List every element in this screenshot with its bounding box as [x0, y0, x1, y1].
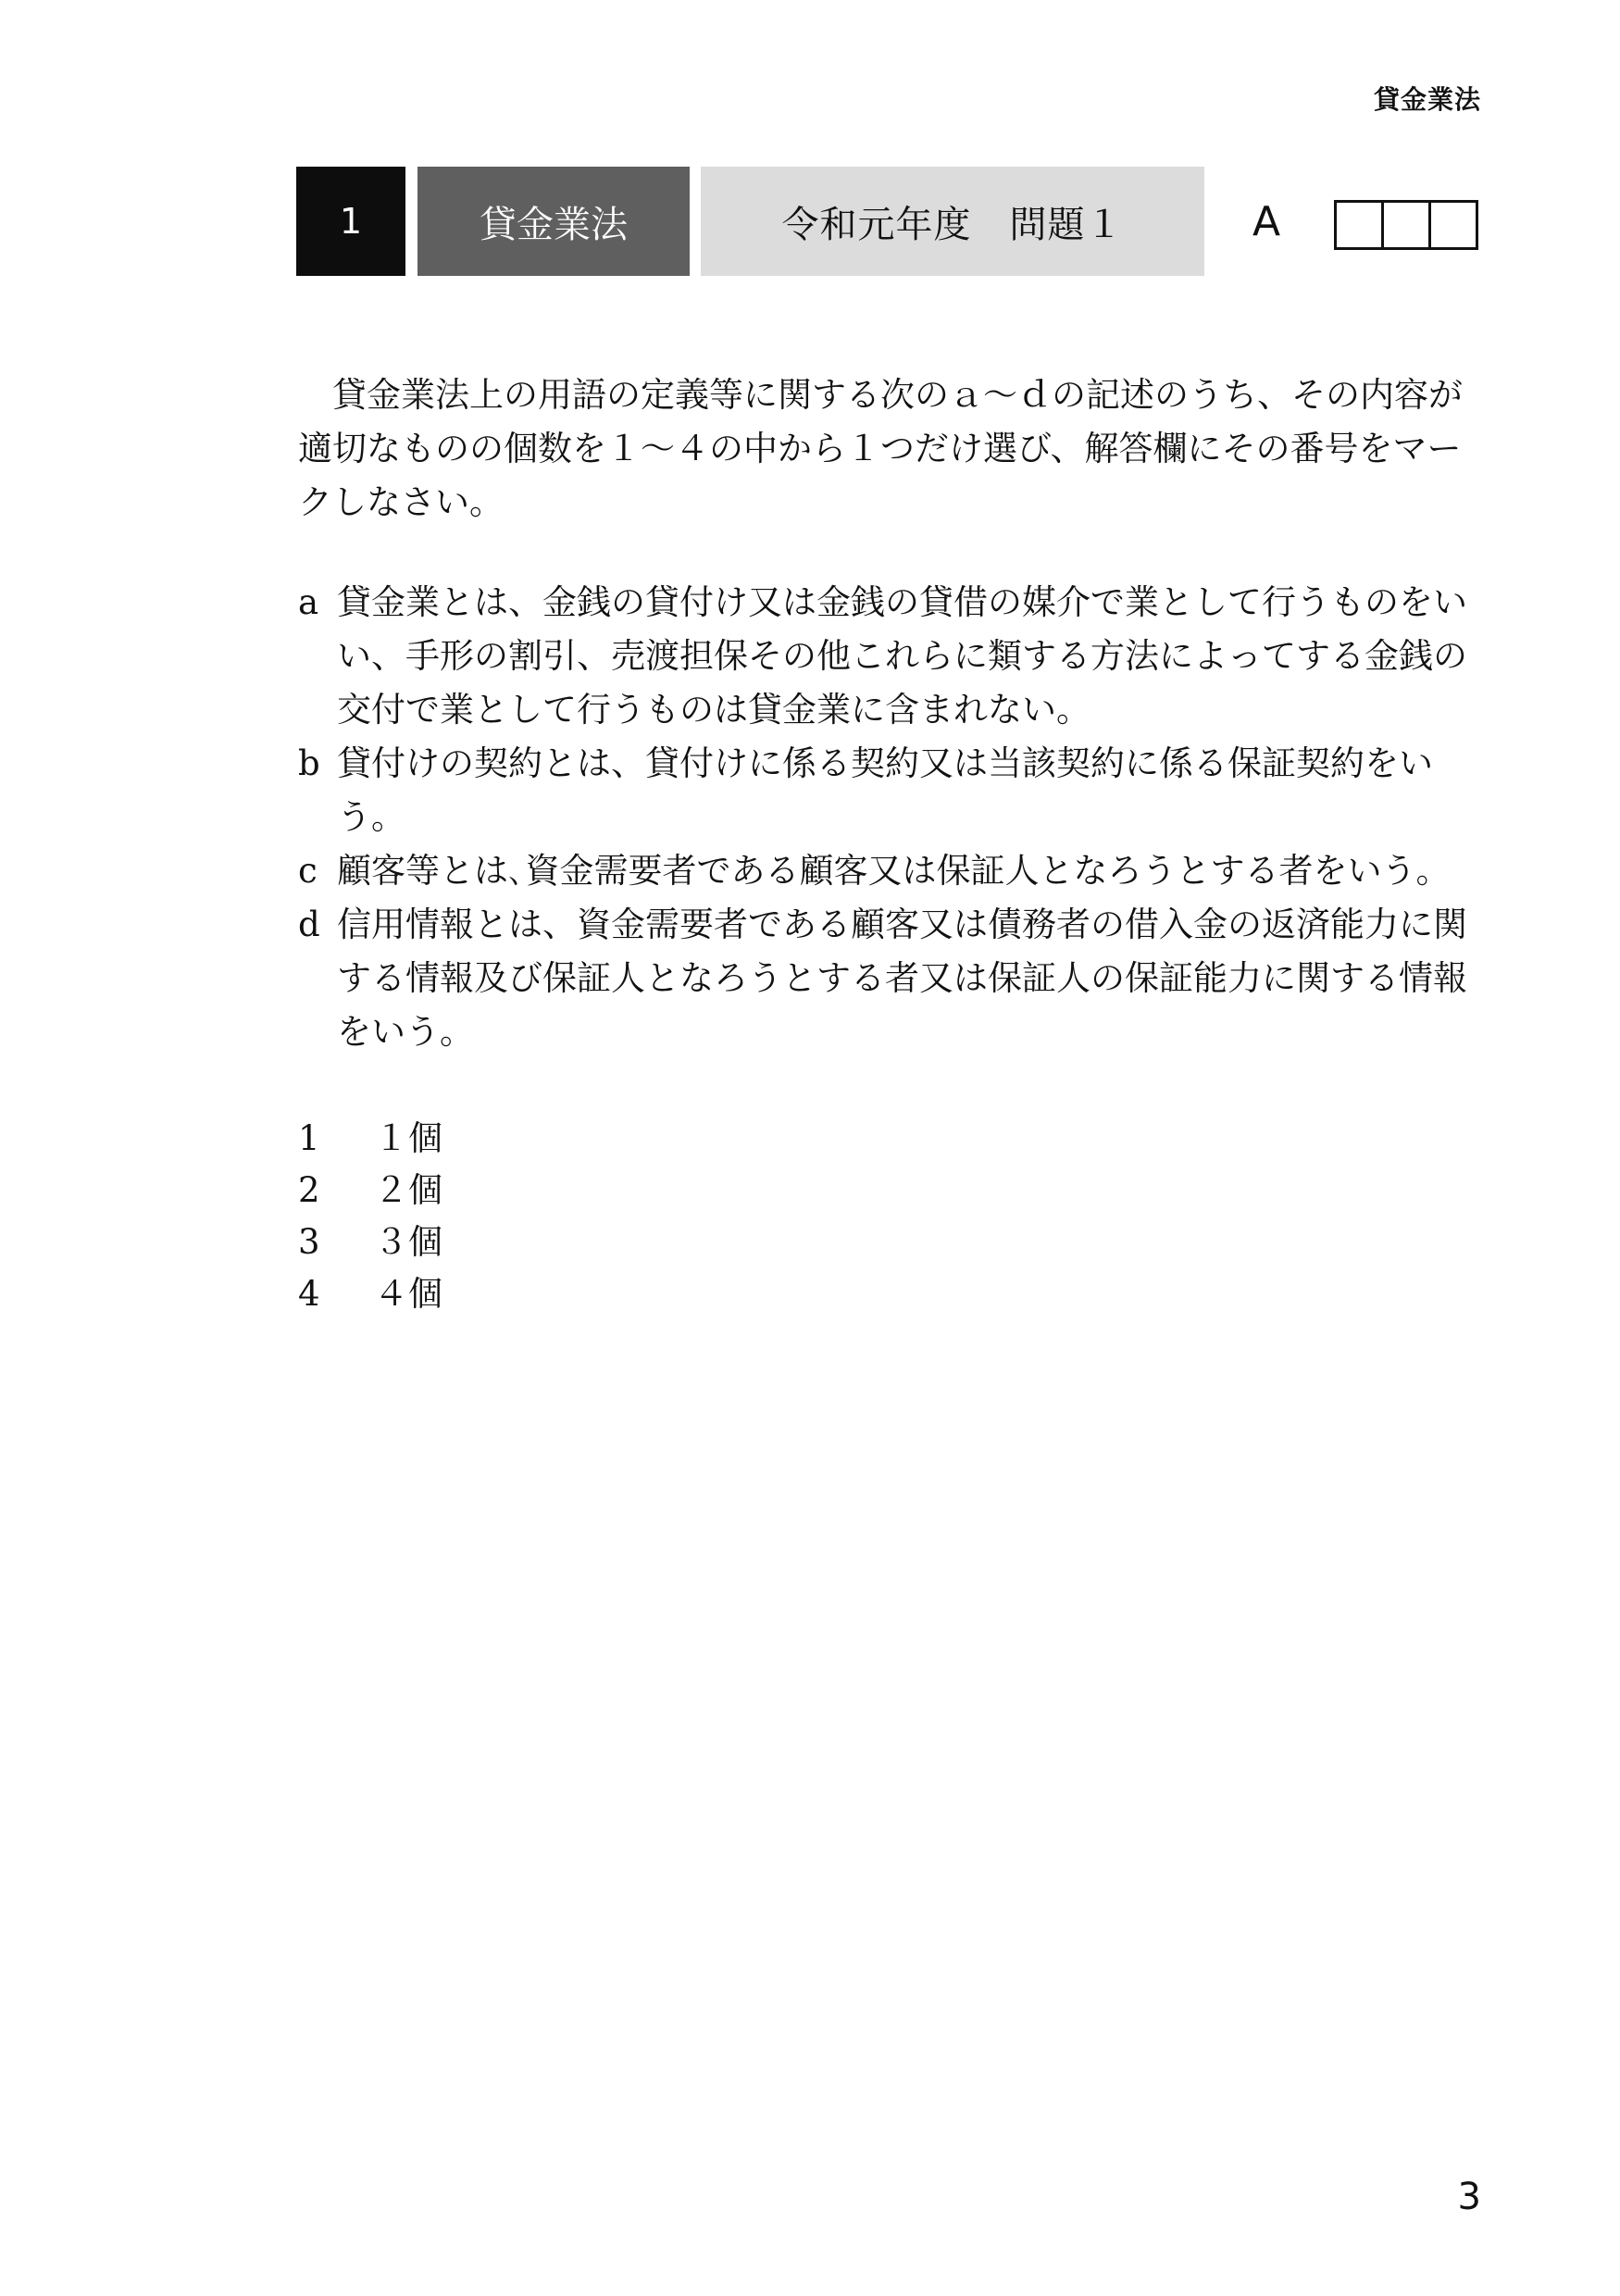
statement-letter: a [298, 582, 319, 622]
page-number: 3 [1457, 2176, 1481, 2218]
statement-text: 貸金業とは、金銭の貸付け又は金銭の貸借の媒介で業として行うものをいい、手形の割引、売渡担保その他これらに類する方法によってする金銭の交付で業として行うものは貸金業に含まれない。 [337, 582, 1467, 730]
question-number: 1 [296, 167, 405, 276]
choice-list [298, 1113, 1483, 1320]
choice-text: １個 [374, 1118, 442, 1158]
choice-text: ２個 [374, 1170, 442, 1210]
statement-item [298, 737, 1483, 844]
choice-number: 3 [298, 1222, 320, 1262]
choice-number: 4 [298, 1274, 320, 1314]
statement-letter: b [298, 743, 320, 783]
question-text: 貸金業法上の用語の定義等に関する次のａ～ｄの記述のうち、その内容が適切なものの個数を１～４の中から１つだけ選び、解答欄にその番号をマークしなさい。 [298, 375, 1463, 522]
check-box[interactable] [1428, 200, 1478, 250]
statement-list [298, 576, 1483, 1059]
statement-letter: c [298, 851, 318, 891]
choice-item [298, 1113, 1483, 1165]
check-box[interactable] [1334, 200, 1384, 250]
question-header-bar [296, 167, 1481, 276]
statement-text: 顧客等とは､資金需要者である顧客又は保証人となろうとする者をいう。 [337, 851, 1451, 891]
check-boxes [1334, 200, 1476, 250]
subject-label: 貸金業法 [417, 167, 690, 276]
statement-text: 信用情報とは、資金需要者である顧客又は債務者の借入金の返済能力に関する情報及び保証人となろうとする者又は保証人の保証能力に関する情報をいう。 [337, 905, 1467, 1052]
choice-number: 1 [298, 1118, 320, 1158]
statement-item [298, 844, 1483, 898]
exam-label: 令和元年度 問題１ [701, 167, 1204, 276]
choice-text: ４個 [374, 1274, 442, 1314]
statement-item [298, 576, 1483, 737]
choice-item [298, 1165, 1483, 1217]
check-box[interactable] [1381, 200, 1431, 250]
running-head: 貸金業法 [1373, 84, 1481, 115]
rank-label: A [1252, 197, 1281, 245]
statement-letter: d [298, 905, 320, 944]
choice-item [298, 1268, 1483, 1320]
choice-text: ３個 [374, 1222, 442, 1262]
choice-item [298, 1217, 1483, 1268]
question-content [298, 368, 1483, 1320]
statement-text: 貸付けの契約とは、貸付けに係る契約又は当該契約に係る保証契約をいう。 [337, 743, 1433, 837]
choice-number: 2 [298, 1170, 320, 1210]
statement-item [298, 898, 1483, 1059]
